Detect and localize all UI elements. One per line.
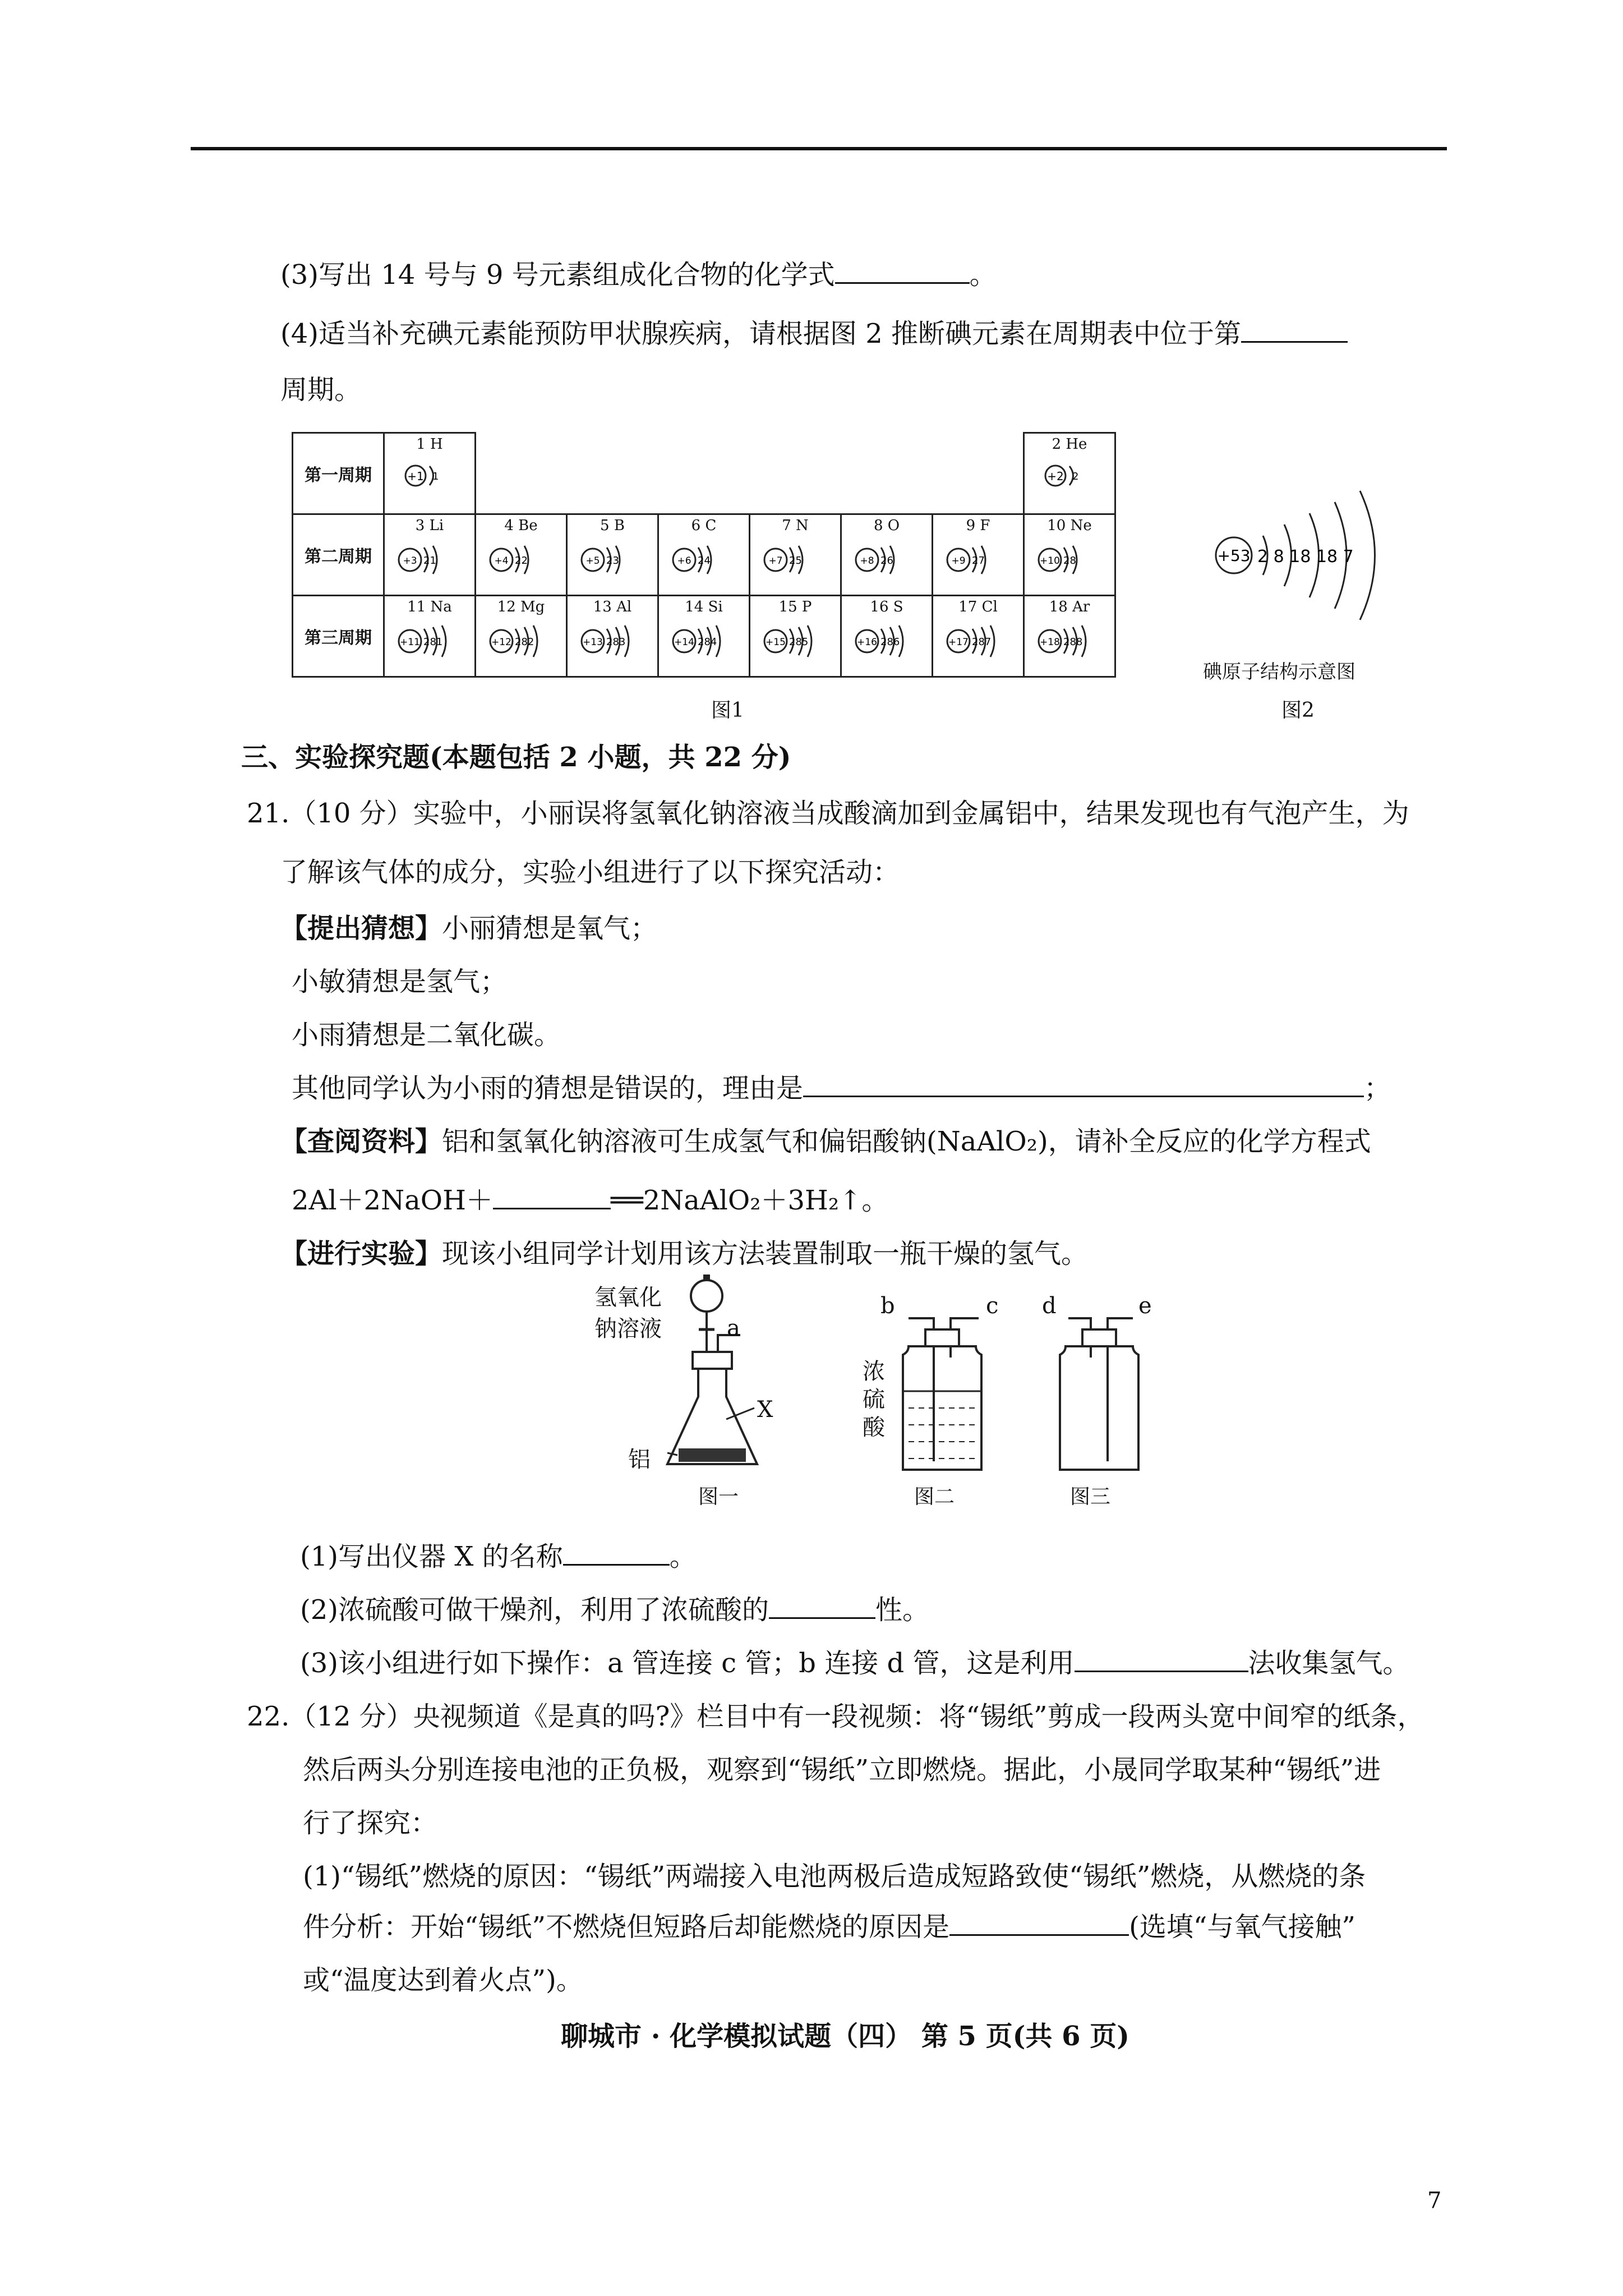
- element-name: 14 Si: [685, 599, 723, 615]
- answer-blank: [563, 1542, 670, 1566]
- shell-electrons: 288: [1063, 636, 1083, 648]
- question-4: [280, 317, 1348, 351]
- nucleus-charge: +14: [674, 637, 694, 648]
- nucleus-charge: +18: [1040, 637, 1060, 648]
- instrument-x-label: X: [757, 1397, 773, 1423]
- collecting-bottle-icon: [1043, 1313, 1155, 1481]
- atom-diagram-icon: [576, 537, 649, 582]
- nucleus-charge: +15: [766, 637, 786, 648]
- question-3-text: (3)写出 14 号与 9 号元素组成化合物的化学式: [280, 259, 835, 291]
- nucleus-charge: +13: [583, 637, 603, 648]
- shell-electrons: 22: [515, 555, 528, 567]
- element-cell: [476, 514, 567, 596]
- element-name: 7 N: [782, 517, 809, 534]
- figure-three-caption: 图三: [1070, 1485, 1111, 1508]
- q21-reference: [280, 1125, 1371, 1158]
- q21-reason: [292, 1071, 1391, 1105]
- shell-electrons: 24: [698, 555, 711, 567]
- element-cell: [841, 596, 933, 677]
- atom-diagram-icon: [942, 537, 1015, 582]
- atom-diagram-icon: [485, 619, 557, 664]
- sub-1-end: 。: [669, 1541, 697, 1572]
- element-name: 12 Mg: [497, 599, 545, 615]
- atom-diagram-icon: [485, 537, 557, 582]
- q21-equation: [292, 1184, 888, 1217]
- atom-diagram-icon: [1039, 456, 1100, 495]
- element-cell: [384, 433, 476, 514]
- atom-diagram-icon: [667, 537, 740, 582]
- q21-sub-3: [300, 1646, 1410, 1680]
- sub-3-end: 法收集氢气。: [1248, 1648, 1410, 1679]
- question-4-text: (4)适当补充碘元素能预防甲状腺疾病，请根据图 2 推断碘元素在周期表中位于第: [280, 318, 1242, 349]
- element-cell: [567, 514, 658, 596]
- atom-diagram-icon: [1033, 537, 1106, 582]
- period-row-3: [293, 596, 1115, 677]
- tube-a-label: a: [727, 1315, 740, 1341]
- atom-diagram-icon: [850, 537, 923, 582]
- row-label: 第二周期: [293, 514, 384, 596]
- element-cell: [1024, 433, 1115, 514]
- nucleus-charge: +9: [951, 555, 966, 567]
- q21-line-1: 21.（10 分）实验中，小丽误将氢氧化钠溶液当成酸滴加到金属铝中，结果发现也有气泡产生，为: [247, 798, 1409, 829]
- reference-text: 铝和氢氧化钠溶液可生成氢气和偏铝酸钠(NaAlO₂)，请补全反应的化学方程式: [442, 1126, 1371, 1157]
- periodic-table: [292, 432, 1116, 678]
- aluminum-label: 铝: [628, 1447, 651, 1473]
- shell-electrons: 283: [606, 636, 626, 648]
- element-cell: [567, 596, 658, 677]
- q21-guess: [280, 912, 657, 945]
- nucleus-charge: +16: [857, 637, 877, 648]
- shell-electrons: 1: [432, 471, 439, 482]
- q21-sub-1: [300, 1540, 697, 1573]
- period-row-1: [293, 433, 1115, 514]
- shell-electrons: 21: [423, 555, 436, 567]
- q22-line-3: 行了探究：: [303, 1807, 438, 1839]
- acid-label: [863, 1358, 885, 1442]
- element-name: 3 Li: [415, 517, 444, 534]
- element-name: 1 H: [416, 436, 443, 453]
- nucleus-charge: +5: [585, 555, 600, 567]
- section-heading: 三、实验探究题(本题包括 2 小题，共 22 分): [241, 742, 791, 773]
- q22-line-6: 或“温度达到着火点”)。: [303, 1964, 583, 1996]
- washing-bottle-icon: [886, 1313, 998, 1481]
- page-footer: 聊城市 · 化学模拟试题（四） 第 5 页(共 6 页): [561, 2021, 1129, 2052]
- element-name: 13 Al: [593, 599, 632, 615]
- sub-2-text: (2)浓硫酸可做干燥剂，利用了浓硫酸的: [300, 1594, 769, 1626]
- element-name: 8 O: [873, 517, 900, 534]
- shell-electrons: 27: [972, 555, 985, 567]
- shell-electrons: 287: [972, 636, 992, 648]
- q21-sub-2: [300, 1593, 929, 1627]
- tube-b-label: b: [880, 1293, 895, 1319]
- page-number: 7: [1427, 2188, 1442, 2214]
- nucleus-charge: +6: [677, 555, 691, 567]
- nucleus-charge: +3: [403, 555, 417, 567]
- q22-line-5-end: (选填“与氧气接触”: [1129, 1911, 1355, 1943]
- atom-diagram-icon: [850, 619, 923, 664]
- nucleus-charge: +12: [491, 637, 511, 648]
- answer-blank: [769, 1595, 875, 1619]
- sub-2-end: 性。: [875, 1594, 930, 1626]
- q21-experiment: [280, 1237, 1088, 1271]
- nucleus-charge: +17: [948, 637, 969, 648]
- element-cell: [476, 596, 567, 677]
- sub-3-text: (3)该小组进行如下操作：a 管连接 c 管；b 连接 d 管，这是利用: [300, 1648, 1075, 1679]
- figure-2-caption: 图2: [1281, 699, 1315, 722]
- answer-blank: [493, 1185, 611, 1209]
- q22-line-5-text: 件分析：开始“锡纸”不燃烧但短路后却能燃烧的原因是: [303, 1911, 950, 1943]
- guess-3: 小雨猜想是二氧化碳。: [292, 1019, 561, 1051]
- acid-label-1: 浓: [863, 1359, 885, 1384]
- tube-e-label: e: [1138, 1293, 1152, 1319]
- figure-two-caption: 图二: [914, 1485, 955, 1508]
- q22-line-1: 22.（12 分）央视频道《是真的吗?》栏目中有一段视频：将“锡纸”剪成一段两头宽中间窄的纸条，: [247, 1701, 1424, 1732]
- q21-line-2: 了解该气体的成分，实验小组进行了以下探究活动：: [280, 857, 900, 888]
- question-4-end: 周期。: [280, 374, 362, 406]
- element-cell: [1024, 514, 1115, 596]
- iodine-nucleus: +53: [1217, 546, 1251, 565]
- shell-electrons: 25: [789, 555, 802, 567]
- guess-tag: 【提出猜想】: [280, 913, 442, 944]
- equation-right: ══2NaAlO₂＋3H₂↑。: [610, 1185, 889, 1216]
- shell-electrons: 281: [423, 636, 443, 648]
- table-gap: [476, 433, 1024, 514]
- element-name: 17 Cl: [958, 599, 998, 615]
- acid-label-3: 酸: [863, 1415, 885, 1441]
- sub-1-text: (1)写出仪器 X 的名称: [300, 1541, 563, 1572]
- element-cell: [384, 596, 476, 677]
- element-name: 10 Ne: [1047, 517, 1092, 534]
- atom-diagram-icon: [576, 619, 649, 664]
- shell-electrons: 26: [880, 555, 893, 567]
- acid-label-2: 硫: [863, 1387, 885, 1412]
- element-name: 15 P: [778, 599, 812, 615]
- naoh-label-2: 钠溶液: [594, 1316, 662, 1342]
- q22-line-4: (1)“锡纸”燃烧的原因：“锡纸”两端接入电池两极后造成短路致使“锡纸”燃烧，从燃烧的条: [303, 1861, 1366, 1892]
- tube-d-label: d: [1042, 1293, 1057, 1319]
- question-3-end: 。: [969, 259, 997, 291]
- answer-blank: [1075, 1648, 1248, 1672]
- question-4-cont: [280, 373, 361, 407]
- reason-text: 其他同学认为小雨的猜想是错误的，理由是: [292, 1073, 804, 1104]
- element-cell: [1024, 596, 1115, 677]
- figure-one-caption: 图一: [698, 1485, 739, 1508]
- atom-diagram-icon: [942, 619, 1015, 664]
- top-rule: [191, 147, 1447, 150]
- answer-blank: [1241, 319, 1348, 343]
- answer-blank: [949, 1912, 1129, 1936]
- answer-blank: [803, 1073, 1364, 1097]
- answer-blank: [835, 260, 970, 284]
- element-cell: [933, 596, 1024, 677]
- shell-electrons: 286: [880, 636, 900, 648]
- nucleus-charge: +11: [400, 637, 420, 648]
- figure-1-caption: 图1: [711, 699, 744, 722]
- element-cell: [750, 596, 841, 677]
- shell-electrons: 284: [698, 636, 717, 648]
- element-cell: [750, 514, 841, 596]
- shell-electrons: 282: [515, 636, 534, 648]
- q22-line-5: [303, 1910, 1355, 1944]
- shell-electrons: 2: [1072, 471, 1079, 482]
- question-3: [280, 258, 997, 292]
- flask-apparatus-icon: [662, 1268, 808, 1492]
- row-label: 第三周期: [293, 596, 384, 677]
- naoh-label: [594, 1282, 662, 1345]
- element-cell: [841, 514, 933, 596]
- equation-left: 2Al＋2NaOH＋: [292, 1185, 493, 1216]
- atom-diagram-icon: [759, 619, 832, 664]
- iodine-shells: 2 8 18 18 7: [1257, 547, 1354, 567]
- element-name: 2 He: [1052, 436, 1087, 453]
- element-cell: [658, 514, 750, 596]
- element-name: 5 B: [600, 517, 625, 534]
- nucleus-charge: +1: [407, 470, 424, 483]
- shell-electrons: 23: [606, 555, 619, 567]
- experiment-text: 现该小组同学计划用该方法装置制取一瓶干燥的氢气。: [442, 1238, 1089, 1269]
- atom-diagram-icon: [399, 456, 460, 495]
- reason-end: ；: [1364, 1073, 1391, 1104]
- guess-1: 小丽猜想是氧气；: [442, 913, 658, 944]
- nucleus-charge: +2: [1047, 470, 1064, 483]
- element-name: 6 C: [691, 517, 717, 534]
- element-name: 18 Ar: [1049, 599, 1090, 615]
- atom-diagram-icon: [393, 537, 466, 582]
- atom-diagram-icon: [1033, 619, 1106, 664]
- element-name: 9 F: [966, 517, 990, 534]
- iodine-caption: 碘原子结构示意图: [1203, 661, 1355, 683]
- nucleus-charge: +8: [860, 555, 874, 567]
- experiment-tag: 【进行实验】: [280, 1238, 442, 1269]
- atom-diagram-icon: [759, 537, 832, 582]
- shell-electrons: 285: [789, 636, 809, 648]
- nucleus-charge: +10: [1040, 555, 1060, 567]
- element-name: 4 Be: [504, 517, 538, 534]
- nucleus-charge: +4: [494, 555, 509, 567]
- atom-diagram-icon: [393, 619, 466, 664]
- guess-2: 小敏猜想是氢气；: [292, 966, 508, 997]
- q22-line-2: 然后两头分别连接电池的正负极，观察到“锡纸”立即燃烧。据此，小晟同学取某种“锡纸”进: [303, 1754, 1381, 1786]
- element-cell: [933, 514, 1024, 596]
- period-row-2: [293, 514, 1115, 596]
- reference-tag: 【查阅资料】: [280, 1126, 442, 1157]
- iodine-atom-diagram: [1200, 482, 1402, 628]
- element-name: 16 S: [870, 599, 903, 615]
- atom-diagram-icon: [667, 619, 740, 664]
- row-label: 第一周期: [293, 433, 384, 514]
- element-cell: [658, 596, 750, 677]
- nucleus-charge: +7: [768, 555, 783, 567]
- shell-electrons: 28: [1063, 555, 1076, 567]
- element-name: 11 Na: [407, 599, 452, 615]
- naoh-label-1: 氢氧化: [594, 1285, 662, 1310]
- element-cell: [384, 514, 476, 596]
- tube-c-label: c: [986, 1293, 999, 1319]
